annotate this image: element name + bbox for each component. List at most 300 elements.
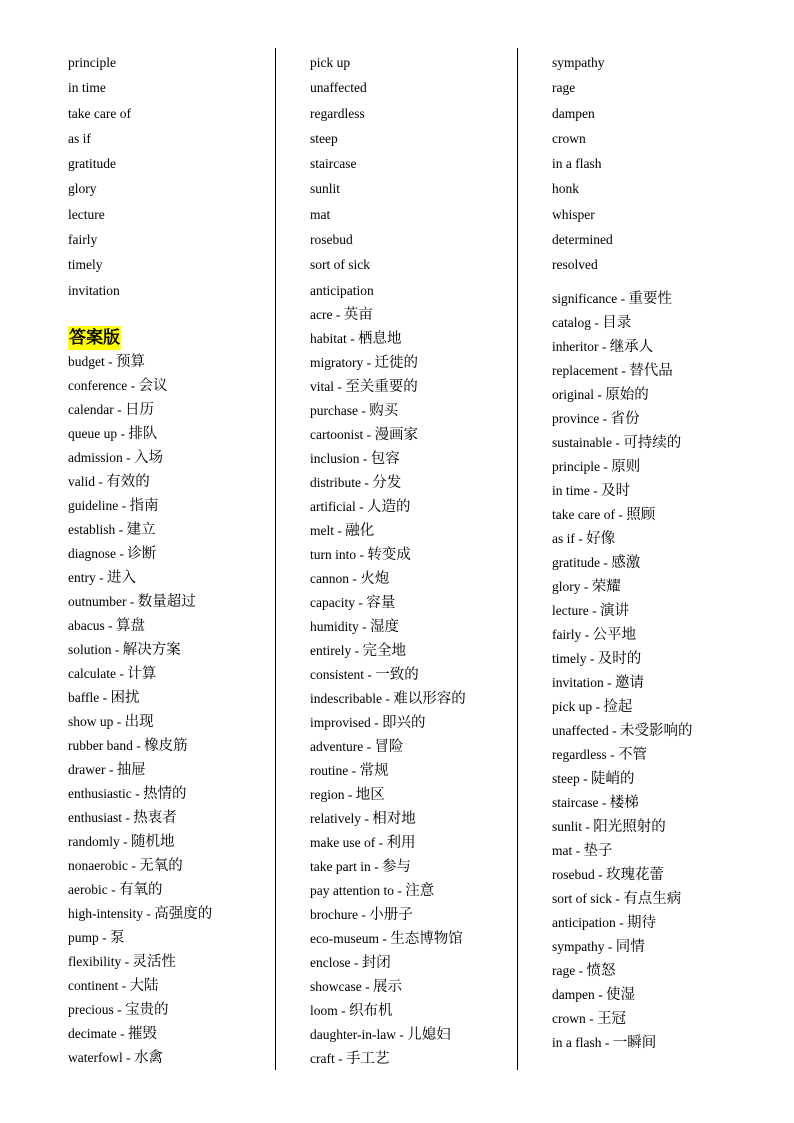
separator: - bbox=[346, 330, 358, 346]
chinese-translation: 算盘 bbox=[115, 617, 145, 634]
separator: - bbox=[612, 434, 624, 450]
chinese-translation: 英亩 bbox=[343, 306, 373, 323]
answer-item bbox=[68, 758, 293, 782]
answer-item bbox=[552, 287, 777, 311]
separator: - bbox=[359, 450, 371, 466]
chinese-translation: 替代品 bbox=[629, 362, 673, 379]
chinese-translation: 出现 bbox=[124, 713, 154, 730]
chinese-translation: 未受影响的 bbox=[619, 722, 693, 739]
word-item: invitation bbox=[68, 282, 120, 298]
separator: - bbox=[586, 650, 598, 666]
english-term: sustainable bbox=[552, 434, 612, 450]
english-term: entry bbox=[68, 569, 96, 585]
answer-item bbox=[68, 494, 293, 518]
separator: - bbox=[344, 786, 356, 802]
chinese-translation: 省份 bbox=[610, 410, 640, 427]
separator: - bbox=[361, 474, 373, 490]
english-term: region bbox=[310, 786, 345, 802]
separator: - bbox=[334, 378, 346, 394]
answer-item bbox=[68, 566, 293, 590]
english-term: daughter-in-law bbox=[310, 1026, 396, 1042]
answer-item bbox=[310, 879, 535, 903]
english-term: crown bbox=[552, 1010, 586, 1026]
chinese-translation: 参与 bbox=[381, 858, 411, 875]
chinese-translation: 抽屉 bbox=[116, 761, 146, 778]
english-term: abacus bbox=[68, 617, 105, 633]
chinese-translation: 同情 bbox=[615, 938, 645, 955]
separator: - bbox=[104, 353, 116, 369]
chinese-translation: 容量 bbox=[366, 594, 396, 611]
separator: - bbox=[119, 833, 131, 849]
english-term: take care of bbox=[552, 506, 615, 522]
word-item: gratitude bbox=[68, 156, 116, 172]
answer-item bbox=[310, 423, 535, 447]
answer-item bbox=[310, 807, 535, 831]
separator: - bbox=[612, 890, 624, 906]
answer-item bbox=[552, 359, 777, 383]
english-term: habitat bbox=[310, 330, 347, 346]
english-term: sympathy bbox=[552, 938, 605, 954]
english-term: purchase bbox=[310, 402, 358, 418]
separator: - bbox=[118, 977, 130, 993]
english-term: acre bbox=[310, 306, 333, 322]
column-1 bbox=[68, 50, 293, 1070]
separator: - bbox=[580, 578, 592, 594]
separator: - bbox=[118, 497, 130, 513]
chinese-translation: 有效的 bbox=[106, 473, 150, 490]
answer-item bbox=[552, 527, 777, 551]
answer-item bbox=[552, 719, 777, 743]
answer-item bbox=[68, 806, 293, 830]
chinese-translation: 建立 bbox=[126, 521, 156, 538]
english-term: humidity bbox=[310, 618, 359, 634]
english-term: pick up bbox=[552, 698, 593, 714]
chinese-translation: 儿媳妇 bbox=[407, 1026, 451, 1043]
chinese-translation: 楼梯 bbox=[609, 794, 639, 811]
answer-item bbox=[68, 422, 293, 446]
english-term: calendar bbox=[68, 401, 114, 417]
answer-item bbox=[310, 735, 535, 759]
word-item: anticipation bbox=[310, 282, 374, 298]
chinese-translation: 捡起 bbox=[603, 698, 633, 715]
english-term: glory bbox=[552, 578, 581, 594]
english-term: craft bbox=[310, 1050, 335, 1066]
english-term: as if bbox=[552, 530, 575, 546]
answer-item bbox=[310, 783, 535, 807]
separator: - bbox=[608, 722, 620, 738]
english-term: sunlit bbox=[552, 818, 583, 834]
answer-item bbox=[552, 1007, 777, 1031]
answer-item bbox=[68, 734, 293, 758]
chinese-translation: 小册子 bbox=[369, 906, 413, 923]
separator: - bbox=[599, 410, 611, 426]
english-term: invitation bbox=[552, 674, 604, 690]
answer-item bbox=[310, 375, 535, 399]
separator: - bbox=[143, 905, 155, 921]
separator: - bbox=[599, 554, 612, 570]
separator: - bbox=[617, 362, 630, 378]
answer-item bbox=[310, 951, 535, 975]
chinese-translation: 迁徙的 bbox=[374, 354, 418, 371]
answer-list bbox=[68, 350, 293, 1070]
chinese-translation: 冒险 bbox=[374, 738, 404, 755]
answer-item bbox=[68, 542, 293, 566]
answer-item bbox=[552, 839, 777, 863]
english-term: decimate bbox=[68, 1025, 117, 1041]
answer-item bbox=[552, 623, 777, 647]
separator: - bbox=[606, 746, 618, 762]
english-term: calculate bbox=[68, 665, 116, 681]
english-term: queue up bbox=[68, 425, 118, 441]
chinese-translation: 数量超过 bbox=[137, 593, 196, 610]
separator: - bbox=[117, 425, 129, 441]
chinese-translation: 感激 bbox=[611, 554, 641, 571]
chinese-translation: 生态博物馆 bbox=[390, 930, 463, 947]
answer-item bbox=[310, 855, 535, 879]
english-term: entirely bbox=[310, 642, 352, 658]
chinese-translation: 有氧的 bbox=[118, 881, 163, 898]
separator: - bbox=[582, 818, 594, 834]
separator: - bbox=[370, 714, 382, 730]
english-term: valid bbox=[68, 473, 95, 489]
chinese-translation: 分发 bbox=[372, 474, 402, 491]
english-term: brochure bbox=[310, 906, 358, 922]
english-term: vital bbox=[310, 378, 334, 394]
chinese-translation: 湿度 bbox=[370, 618, 400, 635]
separator: - bbox=[116, 1025, 128, 1041]
answer-item bbox=[552, 455, 777, 479]
answer-list bbox=[552, 287, 777, 1055]
english-term: show up bbox=[68, 713, 114, 729]
english-term: rage bbox=[552, 962, 576, 978]
answer-item bbox=[552, 599, 777, 623]
english-term: relatively bbox=[310, 810, 361, 826]
separator: - bbox=[381, 690, 394, 706]
answer-item bbox=[310, 495, 535, 519]
separator: - bbox=[601, 1034, 613, 1050]
english-term: fairly bbox=[552, 626, 582, 642]
spacer bbox=[552, 278, 777, 287]
separator: - bbox=[132, 737, 145, 753]
separator: - bbox=[572, 842, 584, 858]
english-term: in time bbox=[552, 482, 590, 498]
english-term: admission bbox=[68, 449, 123, 465]
english-term: enthusiast bbox=[68, 809, 122, 825]
english-term: melt bbox=[310, 522, 334, 538]
english-term: regardless bbox=[552, 746, 607, 762]
english-term: improvised bbox=[310, 714, 371, 730]
answer-item bbox=[552, 791, 777, 815]
separator: - bbox=[603, 674, 615, 690]
chinese-translation: 指南 bbox=[129, 497, 159, 514]
answer-item bbox=[310, 447, 535, 471]
separator: - bbox=[98, 929, 111, 945]
chinese-translation: 解决方案 bbox=[122, 641, 181, 658]
chinese-translation: 诊断 bbox=[127, 545, 157, 562]
answer-item bbox=[310, 519, 535, 543]
answer-item bbox=[552, 575, 777, 599]
separator: - bbox=[370, 858, 382, 874]
separator: - bbox=[122, 1049, 134, 1065]
answer-item bbox=[68, 590, 293, 614]
english-term: turn into bbox=[310, 546, 357, 562]
english-term: indescribable bbox=[310, 690, 382, 706]
english-term: pump bbox=[68, 929, 99, 945]
chinese-translation: 邀请 bbox=[615, 674, 644, 691]
english-term: principle bbox=[552, 458, 600, 474]
word-item: fairly bbox=[68, 232, 98, 248]
chinese-translation: 入场 bbox=[134, 449, 164, 466]
chinese-translation: 宝贵的 bbox=[124, 1001, 169, 1018]
answer-item bbox=[552, 383, 777, 407]
chinese-translation: 融化 bbox=[345, 522, 375, 539]
english-term: guideline bbox=[68, 497, 119, 513]
chinese-translation: 愤怒 bbox=[586, 962, 616, 979]
answer-item bbox=[552, 671, 777, 695]
separator: - bbox=[113, 1001, 125, 1017]
chinese-translation: 即兴的 bbox=[382, 714, 426, 731]
chinese-translation: 玫瑰花蕾 bbox=[606, 866, 664, 883]
answer-item bbox=[552, 863, 777, 887]
answer-item bbox=[552, 887, 777, 911]
answer-item bbox=[68, 878, 293, 902]
chinese-translation: 计算 bbox=[127, 665, 157, 682]
answer-item bbox=[310, 639, 535, 663]
answer-item bbox=[552, 983, 777, 1007]
chinese-translation: 不管 bbox=[617, 746, 647, 763]
chinese-translation: 荣耀 bbox=[591, 578, 621, 595]
chinese-translation: 会议 bbox=[138, 377, 168, 394]
separator: - bbox=[95, 569, 107, 585]
word-item: sympathy bbox=[552, 55, 605, 70]
separator: - bbox=[107, 881, 119, 897]
separator: - bbox=[115, 521, 127, 537]
word-item: principle bbox=[68, 55, 116, 70]
chinese-translation: 注意 bbox=[405, 882, 435, 899]
separator: - bbox=[614, 506, 627, 522]
chinese-translation: 摧毁 bbox=[127, 1025, 157, 1042]
word-item: resolved bbox=[552, 257, 598, 273]
answer-item bbox=[552, 647, 777, 671]
chinese-translation: 及时的 bbox=[597, 650, 642, 667]
separator: - bbox=[356, 546, 368, 562]
english-term: lecture bbox=[552, 602, 589, 618]
chinese-translation: 利用 bbox=[386, 834, 416, 851]
separator: - bbox=[348, 570, 361, 586]
answer-item bbox=[310, 927, 535, 951]
separator: - bbox=[334, 1050, 346, 1066]
chinese-translation: 一瞬间 bbox=[612, 1034, 657, 1051]
chinese-translation: 期待 bbox=[626, 914, 656, 931]
word-item: sunlit bbox=[310, 181, 341, 197]
answer-item bbox=[310, 471, 535, 495]
english-term: drawer bbox=[68, 761, 106, 777]
separator: - bbox=[116, 545, 128, 561]
separator: - bbox=[357, 906, 370, 922]
chinese-translation: 热衷者 bbox=[133, 809, 177, 826]
answer-item bbox=[310, 1047, 535, 1071]
answer-heading: 答案版 bbox=[69, 327, 120, 348]
english-term: continent bbox=[68, 977, 119, 993]
chinese-translation: 难以形容的 bbox=[393, 690, 466, 707]
separator: - bbox=[363, 738, 375, 754]
english-term: showcase bbox=[310, 978, 362, 994]
answer-item bbox=[552, 479, 777, 503]
answer-item bbox=[310, 999, 535, 1023]
chinese-translation: 转变成 bbox=[367, 546, 411, 563]
answer-item bbox=[310, 711, 535, 735]
answer-item bbox=[310, 615, 535, 639]
answer-item bbox=[552, 743, 777, 767]
separator: - bbox=[615, 914, 627, 930]
word-item: staircase bbox=[310, 156, 357, 172]
separator: - bbox=[348, 762, 360, 778]
answer-item bbox=[310, 687, 535, 711]
chinese-translation: 泵 bbox=[110, 929, 125, 946]
word-item: lecture bbox=[68, 206, 105, 222]
answer-item bbox=[68, 710, 293, 734]
chinese-translation: 目录 bbox=[602, 314, 632, 331]
word-item: steep bbox=[310, 130, 338, 146]
word-item: regardless bbox=[310, 105, 365, 121]
word-item: unaffected bbox=[310, 80, 367, 96]
chinese-translation: 水禽 bbox=[133, 1049, 163, 1066]
word-item: glory bbox=[68, 181, 97, 197]
separator: - bbox=[361, 978, 373, 994]
answer-item bbox=[310, 1023, 535, 1047]
separator: - bbox=[589, 482, 602, 498]
separator: - bbox=[360, 810, 373, 826]
chinese-translation: 购买 bbox=[369, 402, 399, 419]
separator: - bbox=[364, 666, 376, 682]
answer-item bbox=[68, 662, 293, 686]
english-term: mat bbox=[552, 842, 573, 858]
answer-item bbox=[68, 902, 293, 926]
separator: - bbox=[594, 386, 606, 402]
chinese-translation: 大陆 bbox=[129, 977, 159, 994]
separator: - bbox=[334, 522, 346, 538]
answer-item bbox=[552, 935, 777, 959]
separator: - bbox=[357, 402, 370, 418]
answer-item bbox=[68, 998, 293, 1022]
english-term: make use of bbox=[310, 834, 376, 850]
chinese-translation: 有点生病 bbox=[623, 890, 682, 907]
separator: - bbox=[99, 689, 111, 705]
answer-item bbox=[68, 974, 293, 998]
english-term: high-intensity bbox=[68, 905, 143, 921]
word-item: pick up bbox=[310, 55, 351, 70]
answer-item bbox=[552, 911, 777, 935]
separator: - bbox=[581, 626, 593, 642]
answer-item bbox=[310, 831, 535, 855]
chinese-translation: 至关重要的 bbox=[345, 378, 418, 395]
english-term: staircase bbox=[552, 794, 599, 810]
chinese-translation: 日历 bbox=[124, 401, 154, 418]
chinese-translation: 继承人 bbox=[609, 338, 654, 355]
answer-item bbox=[552, 959, 777, 983]
answer-item bbox=[310, 399, 535, 423]
separator: - bbox=[127, 857, 140, 873]
answer-item bbox=[310, 327, 535, 351]
chinese-translation: 预算 bbox=[116, 353, 145, 370]
english-term: budget bbox=[68, 353, 105, 369]
answer-item bbox=[68, 1046, 293, 1070]
separator: - bbox=[579, 770, 591, 786]
english-term: establish bbox=[68, 521, 116, 537]
word-item: honk bbox=[552, 181, 579, 197]
word-item: crown bbox=[552, 130, 586, 146]
english-term: flexibility bbox=[68, 953, 122, 969]
separator: - bbox=[355, 498, 367, 514]
answer-item bbox=[552, 1031, 777, 1055]
separator: - bbox=[122, 809, 134, 825]
chinese-translation: 展示 bbox=[372, 978, 402, 995]
chinese-translation: 火炮 bbox=[360, 570, 390, 587]
answer-item bbox=[68, 446, 293, 470]
word-item: dampen bbox=[552, 105, 595, 121]
separator: - bbox=[378, 930, 391, 946]
answer-item bbox=[68, 350, 293, 374]
word-item: take care of bbox=[68, 105, 131, 121]
english-term: diagnose bbox=[68, 545, 116, 561]
chinese-translation: 公平地 bbox=[592, 626, 636, 643]
word-item: in time bbox=[68, 80, 106, 96]
word-item: as if bbox=[68, 130, 91, 146]
chinese-translation: 封闭 bbox=[361, 954, 391, 971]
separator: - bbox=[126, 593, 138, 609]
chinese-translation: 完全地 bbox=[362, 642, 406, 659]
answer-item bbox=[310, 351, 535, 375]
english-term: anticipation bbox=[552, 914, 616, 930]
english-term: cannon bbox=[310, 570, 349, 586]
word-list bbox=[310, 50, 535, 303]
separator: - bbox=[598, 794, 610, 810]
english-term: province bbox=[552, 410, 600, 426]
chinese-translation: 热情的 bbox=[143, 785, 187, 802]
word-item: determined bbox=[552, 232, 613, 248]
chinese-translation: 地区 bbox=[355, 786, 385, 803]
english-term: timely bbox=[552, 650, 587, 666]
english-term: loom bbox=[310, 1002, 338, 1018]
chinese-translation: 高强度的 bbox=[154, 905, 213, 922]
separator: - bbox=[121, 953, 133, 969]
word-list bbox=[552, 50, 777, 278]
english-term: rubber band bbox=[68, 737, 133, 753]
english-term: original bbox=[552, 386, 594, 402]
english-term: precious bbox=[68, 1001, 114, 1017]
separator: - bbox=[95, 473, 107, 489]
chinese-translation: 阳光照射的 bbox=[593, 818, 666, 835]
separator: - bbox=[354, 594, 367, 610]
separator: - bbox=[351, 642, 363, 658]
english-term: significance bbox=[552, 290, 618, 306]
english-term: eco-museum bbox=[310, 930, 379, 946]
separator: - bbox=[111, 641, 123, 657]
chinese-translation: 使湿 bbox=[606, 986, 635, 1003]
chinese-translation: 包容 bbox=[370, 450, 400, 467]
english-term: dampen bbox=[552, 986, 595, 1002]
separator: - bbox=[375, 834, 387, 850]
separator: - bbox=[395, 1026, 408, 1042]
answer-item bbox=[68, 1022, 293, 1046]
chinese-translation: 橡皮筋 bbox=[144, 737, 188, 754]
english-term: pay attention to bbox=[310, 882, 394, 898]
answer-item bbox=[68, 374, 293, 398]
english-term: solution bbox=[68, 641, 112, 657]
separator: - bbox=[588, 602, 600, 618]
chinese-translation: 困扰 bbox=[110, 689, 140, 706]
separator: - bbox=[358, 618, 371, 634]
